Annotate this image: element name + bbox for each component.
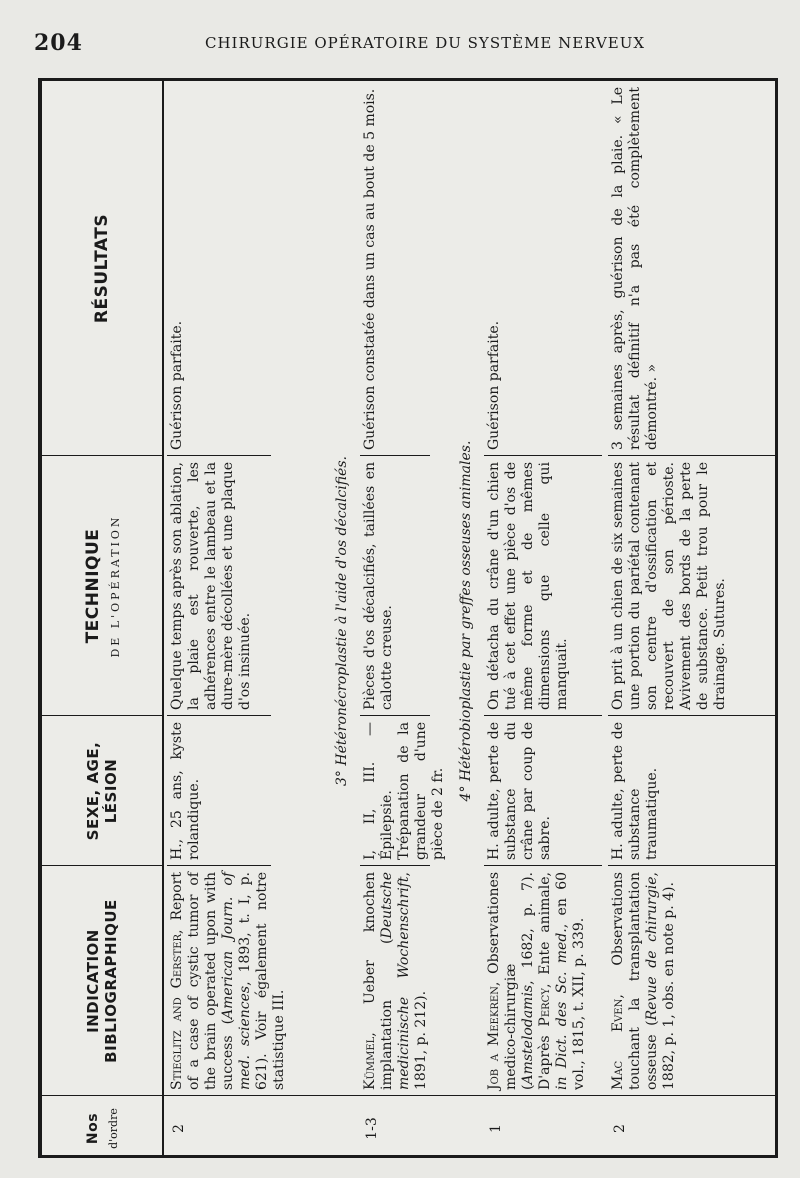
row-technique: On détacha du crâne d'un chien tué à cet effet une pièce d'os de même forme et de mêmes dimensions que celle qui manquait. <box>486 462 570 710</box>
header-no-sub: d'ordre <box>106 1108 120 1149</box>
page-header <box>0 22 800 62</box>
table-row <box>484 81 602 1158</box>
header-technique-sub: DE L'OPÉRATION <box>108 514 122 658</box>
row-sexe: H., 25 ans, kyste rolandique. <box>169 722 202 860</box>
section-4-text: 4° Hétérobioplastie par greffes osseuses animales. <box>458 440 474 802</box>
header-resultats-label: RÉSULTATS <box>92 213 112 324</box>
table-row <box>167 81 317 1158</box>
row-technique: Quelque temps après son ablation, la plaie est rouverte, les adhérences entre le lambeau et la dure-mère décollées et une plaque d'os insinuée. <box>169 462 253 710</box>
column-divider <box>42 455 162 456</box>
row-author: Job a Meekren <box>486 986 502 1090</box>
row-resultats: Guérison parfaite. <box>169 320 185 450</box>
column-divider <box>360 455 430 456</box>
column-divider <box>42 715 162 716</box>
row-indication <box>167 866 288 1096</box>
row-indication-mid: , 1682, p. 7). D'après <box>520 872 553 1090</box>
row-indication <box>608 866 678 1096</box>
rotated-table <box>42 81 778 1158</box>
column-divider <box>167 715 271 716</box>
row-indication-text: , Ueber knochen implantation ( <box>362 872 395 1090</box>
row-indication-end: , 1891, p. 212). <box>396 872 429 1090</box>
header-sexe-label: SEXE, AGE, LÉSION <box>84 741 120 841</box>
header-no-label: Nos <box>84 1112 101 1145</box>
header-technique-label: TECHNIQUE <box>82 528 103 644</box>
section-title-3 <box>334 81 351 1158</box>
header-sexe <box>42 716 162 866</box>
row-resultats: Guérison constatée dans un cas au bout de 5 mois. <box>362 88 378 450</box>
section-title-4 <box>458 81 475 1158</box>
row-number: 2 <box>171 1124 187 1133</box>
row-journal: Deutsche medicinische Wochenschrift <box>379 872 412 1090</box>
row-indication-end: , en 60 vol., 1815, t. XII, p. 339. <box>554 871 587 1090</box>
header-no <box>42 1096 162 1158</box>
row-indication-mid-2: , Ente animale, <box>537 872 553 989</box>
row-journal-2: in Dict. des Sc. med. <box>554 928 570 1090</box>
row-resultats: 3 semaines après, guérison de la plaie. « Le résultat définitif n'a pas été complètement démontré. » <box>610 87 660 450</box>
row-indication-text: , Observations touchant la transplantation osseuse ( <box>610 872 660 1090</box>
column-divider <box>167 455 271 456</box>
row-journal: Amstelodamis <box>520 984 536 1085</box>
header-indication-label: INDICATION BIBLIOGRAPHIQUE <box>84 899 120 1063</box>
column-divider <box>167 865 271 866</box>
header-technique <box>42 456 162 716</box>
row-number: 2 <box>612 1124 628 1133</box>
row-author-2: Percy <box>537 988 553 1027</box>
column-divider <box>360 865 430 866</box>
column-divider <box>484 455 602 456</box>
header-indication <box>42 866 162 1096</box>
row-sexe: I, II, III. — Épilepsie. Trépanation de la grandeur d'une pièce de 2 fr. <box>362 722 446 860</box>
column-divider <box>484 715 602 716</box>
row-technique: Pièces d'os décalcifiés, taillées en calotte creuse. <box>362 462 395 710</box>
row-resultats: Guérison parfaite. <box>486 320 502 450</box>
column-divider <box>608 715 778 716</box>
column-divider <box>42 865 162 866</box>
row-sexe: H. adulte, perte de substance traumatique. <box>610 722 660 860</box>
table-row <box>360 81 446 1158</box>
row-number: 1-3 <box>364 1117 380 1140</box>
column-divider <box>484 865 602 866</box>
page-number: 204 <box>34 30 83 56</box>
row-indication-end: , 1882, p. 1, obs. en note p. 4). <box>644 872 677 1090</box>
column-divider <box>608 455 778 456</box>
row-indication <box>484 866 588 1096</box>
row-number: 1 <box>488 1124 504 1133</box>
row-journal: Revue de chirurgie <box>644 876 660 1021</box>
row-author: Stieglitz and Gerster <box>169 933 185 1090</box>
table-row <box>608 81 778 1158</box>
row-journal: American Journ. of med. sciences <box>220 872 253 1090</box>
row-indication-end: , 1893, t. I, p. 621). Voir également notre statistique III. <box>237 872 287 1090</box>
row-sexe: H. adulte, perte de substance du crâne par coup de sabre. <box>486 722 553 860</box>
row-indication-text: , Observationes medico-chirurgiæ ( <box>486 871 536 1090</box>
row-author: Mac Even <box>610 998 626 1090</box>
row-indication <box>360 866 430 1096</box>
row-technique: On prit à un chien de six semaines une portion du pariétal contenant son centre d'ossification et recouvert de son périoste. Avivement des bords de la perte de substance. Petit trou pour le drainage. Sutures. <box>610 462 728 710</box>
table-header <box>42 81 164 1158</box>
running-title: CHIRURGIE OPÉRATOIRE DU SYSTÈME NERVEUX <box>205 34 646 52</box>
section-3-text: 3° Hétéronécroplastie à l'aide d'os décalcifiés. <box>334 456 350 786</box>
column-divider <box>360 715 430 716</box>
rotated-table-frame <box>38 78 778 1158</box>
column-divider <box>608 865 778 866</box>
row-indication-text: , Report of a case of cystic tumor of the brain operated upon with success ( <box>169 872 236 1090</box>
row-author: Kümmel <box>362 1036 378 1090</box>
header-resultats <box>42 81 162 456</box>
